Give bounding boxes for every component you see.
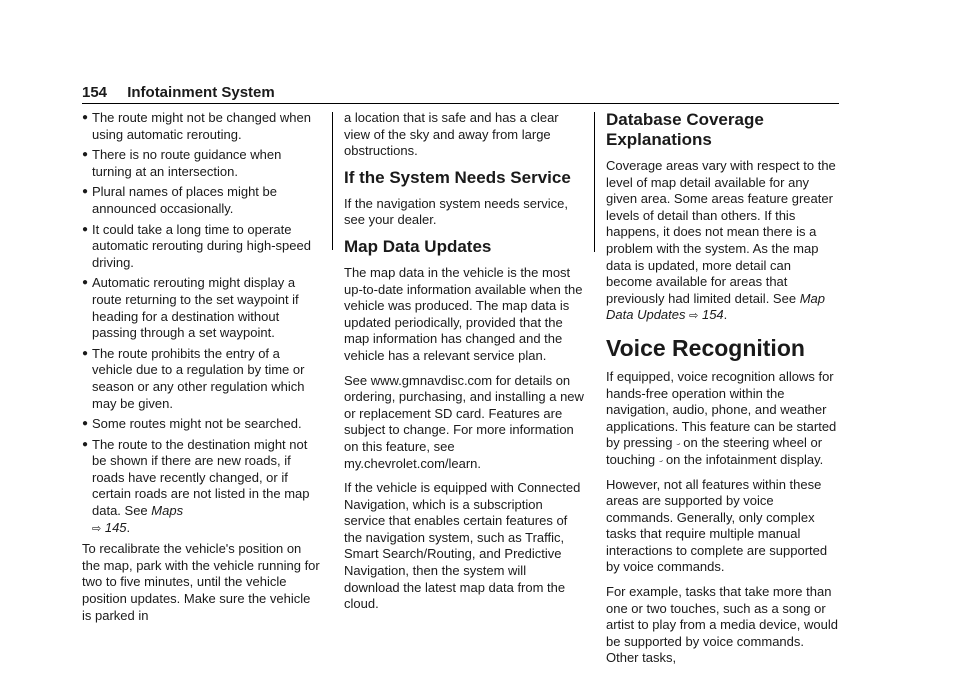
header-rule <box>82 103 839 104</box>
map-data-updates-link[interactable]: Map Data Updates ⇨ 154. <box>606 290 825 323</box>
bullet-list <box>82 110 322 537</box>
map-updates-paragraph-3: If the vehicle is equipped with Connected Navigation, which is a subscription service that enables certain features of the navigation system, such as Traffic, Smart Search/Routing, and Predictive Navigation, then the system will download the latest map data from the cloud. <box>344 480 581 612</box>
bullet-dot: ● <box>82 223 89 235</box>
column-2 <box>344 110 584 621</box>
column-divider-left <box>332 112 333 250</box>
bullet-dot: ● <box>82 149 89 161</box>
bullet-dot: ● <box>82 277 89 289</box>
service-heading: If the System Needs Service <box>344 167 571 187</box>
voice-paragraph-1: If equipped, voice recognition allows for hands-free operation within the navigation, audio, phone, and weather applications. This feature can be started by pressing 𝆤 on the steering wheel or touching 𝆤 on the infotainment display. <box>606 368 837 467</box>
map-updates-heading: Map Data Updates <box>344 236 492 256</box>
page-header <box>82 84 275 101</box>
list-item: ● It could take a long time to operate automatic rerouting during high-speed driving. <box>82 221 311 270</box>
voice-recognition-heading: Voice Recognition <box>606 334 805 361</box>
list-item: ● Some routes might not be searched. <box>82 416 302 432</box>
column-divider-right <box>594 112 595 252</box>
voice-paragraph-3: For example, tasks that take more than one or two touches, such as a song or artist to play from a media device, would be supported by voice commands. Other tasks, <box>606 584 838 666</box>
list-item: ● The route might not be changed when using automatic rerouting. <box>82 110 311 142</box>
page-number: 154 <box>82 84 108 101</box>
bullet-dot: ● <box>82 112 89 123</box>
column-1 <box>82 110 322 632</box>
coverage-heading: Database Coverage Explanations <box>606 110 764 149</box>
bullet-dot: ● <box>82 438 89 450</box>
list-item: ● The route prohibits the entry of a vehicle due to a regulation by time or season or any other regulation which may be given. <box>82 345 305 411</box>
voice-paragraph-2: However, not all features within these areas are supported by voice commands. Generally, only complex tasks that require multiple manual interactions to complete are supported by voice commands. <box>606 476 828 575</box>
bullet-dot: ● <box>82 418 89 430</box>
bullet-dot: ● <box>82 186 89 198</box>
continuation-paragraph: a location that is safe and has a clear view of the sky and away from large obstructions. <box>344 110 559 159</box>
page-ref-icon: ⇨ <box>92 522 102 535</box>
voice-command-icon: 𝆤 <box>658 452 663 467</box>
service-paragraph: If the navigation system needs service, see your dealer. <box>344 195 569 228</box>
bullet-dot: ● <box>82 347 89 359</box>
section-title: Infotainment System <box>127 84 275 101</box>
recalibrate-paragraph: To recalibrate the vehicle's position on the map, park with the vehicle running for two to five minutes, until the vehicle position updates. Make sure the vehicle is parked in <box>82 541 320 623</box>
maps-link[interactable]: Maps ⇨ 145. <box>92 503 184 535</box>
page-ref-icon: ⇨ <box>689 310 699 323</box>
column-3 <box>606 110 838 675</box>
list-item: ● Plural names of places might be announced occasionally. <box>82 184 277 216</box>
list-item: ● The route to the destination might not be shown if there are new roads, if roads have recently changed, or if certain roads are not listed in the map data. See Maps ⇨ 145. <box>82 436 310 535</box>
map-updates-paragraph-1: The map data in the vehicle is the most up-to-date information available when the vehicle was produced. The map data is updated periodically, provided that the map information has changed and the vehicle has a relevant service plan. <box>344 264 583 363</box>
coverage-paragraph: Coverage areas vary with respect to the level of map detail available for any given area. Some areas feature greater levels of detail than others. If this happens, it does not mean there is a problem with the system. As the map data is updated, more detail can become available for areas that previously had limited detail. See Map Data Updates ⇨ 154. <box>606 158 836 323</box>
list-item: ● There is no route guidance when turning at an intersection. <box>82 147 282 179</box>
voice-command-icon: 𝆤 <box>676 436 680 451</box>
list-item: ● Automatic rerouting might display a route returning to the set waypoint if heading for a destination without passing through a set waypoint. <box>82 275 299 341</box>
map-updates-paragraph-2: See www.gmnavdisc.com for details on ordering, purchasing, and installing a new or replacement SD card. Features are subject to change. For more information on this feature, see my.chevrolet.com/learn. <box>344 372 584 471</box>
